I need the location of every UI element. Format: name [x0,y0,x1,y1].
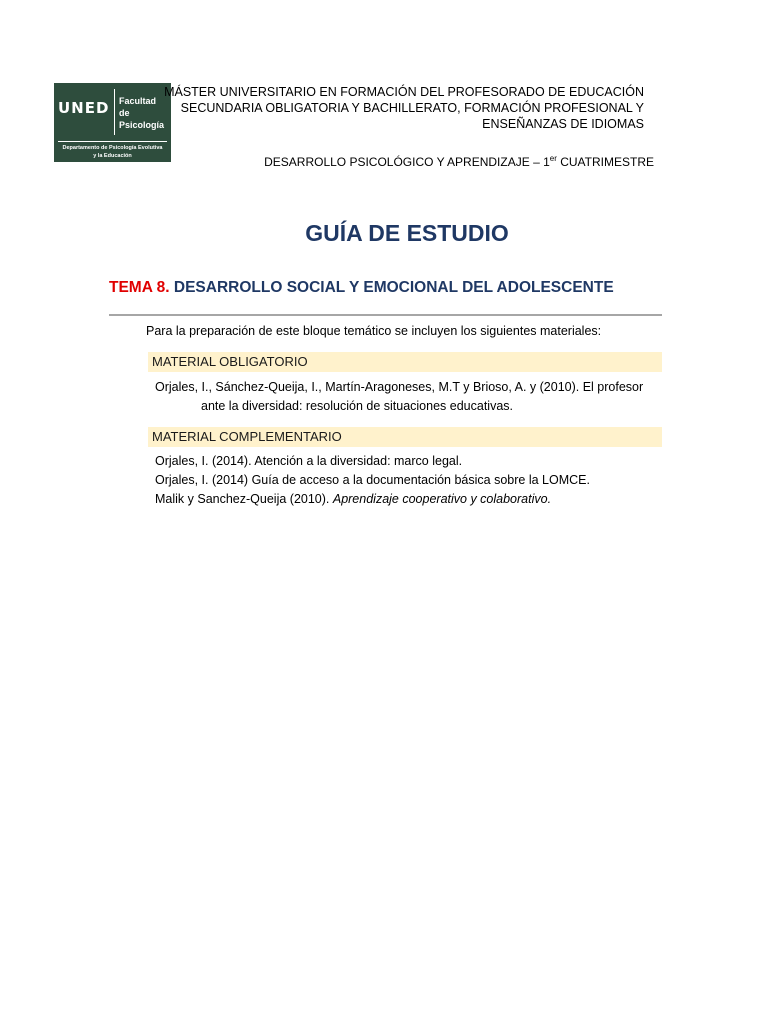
intro-text: Para la preparación de este bloque temático se incluyen los siguientes materiales: [146,324,602,338]
reference-item [155,490,665,509]
subject-title [174,154,654,170]
reference-item: Orjales, I. (2014) Guía de acceso a la documentación básica sobre la LOMCE. [155,473,590,487]
reference-item: Orjales, I. (2014). Atención a la diversidad: marco legal. [155,454,463,468]
subject-suffix: CUATRIMESTRE [556,155,654,169]
program-line-1: MÁSTER UNIVERSITARIO EN FORMACIÓN DEL PROFESORADO DE EDUCACIÓN [164,85,644,99]
logo-department-line1: Departamento de Psicología Evolutiva [62,145,163,151]
material-complementario-list [155,452,665,509]
uned-logo [54,83,171,162]
program-title [164,84,644,132]
logo-separator [58,141,167,142]
program-line-3: ENSEÑANZAS DE IDIOMAS [482,117,644,131]
subject-ordinal: er [549,154,557,163]
logo-department-text [56,144,169,160]
section-divider [109,314,662,316]
logo-department-line2: y la Educación [93,153,132,159]
logo-faculty-line2: de Psicología [119,108,165,130]
topic-number: TEMA 8. [109,279,170,296]
material-complementario-heading: MATERIAL COMPLEMENTARIO [148,427,662,447]
reference-title: Aprendizaje cooperativo y colaborativo. [332,492,552,506]
topic-heading [109,278,614,298]
reference-authors: Malik y Sanchez-Queija (2010). [155,492,333,506]
program-line-2: SECUNDARIA OBLIGATORIA Y BACHILLERATO, FORMACIÓN PROFESIONAL Y [180,101,644,115]
logo-divider [114,89,115,135]
logo-top-band [54,83,171,140]
logo-brand-text: UNED [58,99,110,117]
subject-prefix: DESARROLLO PSICOLÓGICO Y APRENDIZAJE – 1 [264,155,550,169]
logo-faculty-line1: Facultad [119,96,157,106]
material-obligatorio-list [155,378,665,416]
material-obligatorio-heading: MATERIAL OBLIGATORIO [148,352,662,372]
page-title: GUÍA DE ESTUDIO [305,220,509,246]
reference-item: Orjales, I., Sánchez-Queija, I., Martín-Aragoneses, M.T y Brioso, A. y (2010). El profesor ante la diversidad: resolución de situaciones educativas. [155,380,644,413]
topic-title: DESARROLLO SOCIAL Y EMOCIONAL DEL ADOLESCENTE [169,279,614,296]
